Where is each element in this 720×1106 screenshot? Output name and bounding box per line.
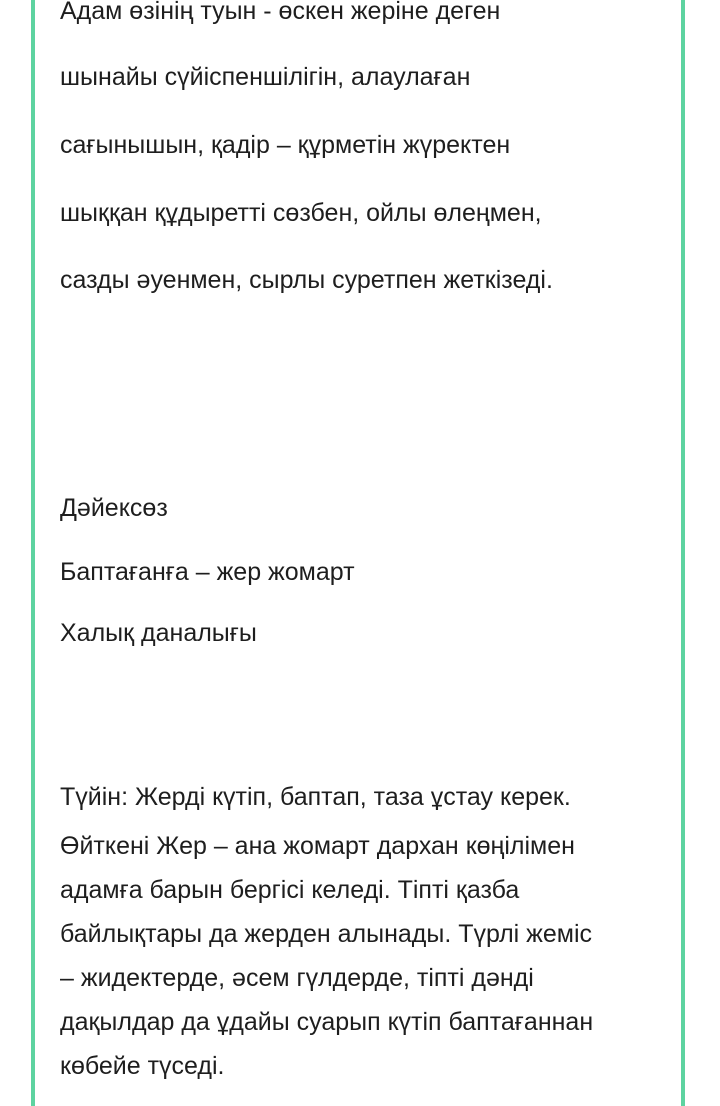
- intro-line-5: сазды әуенмен, сырлы суретпен жеткізеді.: [60, 266, 553, 294]
- conclusion-line-6: дақылдар да ұдайы суарып күтіп баптағаннан: [60, 1008, 594, 1036]
- epigraph-quote: Баптағанға – жер жомарт: [60, 558, 355, 586]
- conclusion-line-5: – жидектерде, әсем гүлдерде, тіпті дәнді: [60, 964, 534, 992]
- epigraph-heading: Дәйексөз: [60, 494, 168, 522]
- conclusion-line-2: Өйткені Жер – ана жомарт дархан көңілімен: [60, 832, 575, 860]
- epigraph-source: Халық даналығы: [60, 619, 257, 647]
- conclusion-line-7: көбейе түседі.: [60, 1052, 225, 1080]
- conclusion-line-3: адамға барын бергісі келеді. Тіпті қазба: [60, 876, 520, 904]
- conclusion-line-1: Түйін: Жерді күтіп, баптап, таза ұстау керек.: [60, 783, 571, 811]
- conclusion-line-4: байлықтары да жерден алынады. Түрлі жеміс: [60, 920, 593, 948]
- intro-line-1: Адам өзінің туын - өскен жеріне деген: [60, 0, 501, 25]
- intro-line-4: шыққан құдыретті сөзбен, ойлы өлеңмен,: [60, 199, 542, 227]
- intro-line-2: шынайы сүйіспеншілігін, алаулаған: [60, 63, 471, 91]
- intro-line-3: сағынышын, қадір – құрметін жүректен: [60, 131, 511, 159]
